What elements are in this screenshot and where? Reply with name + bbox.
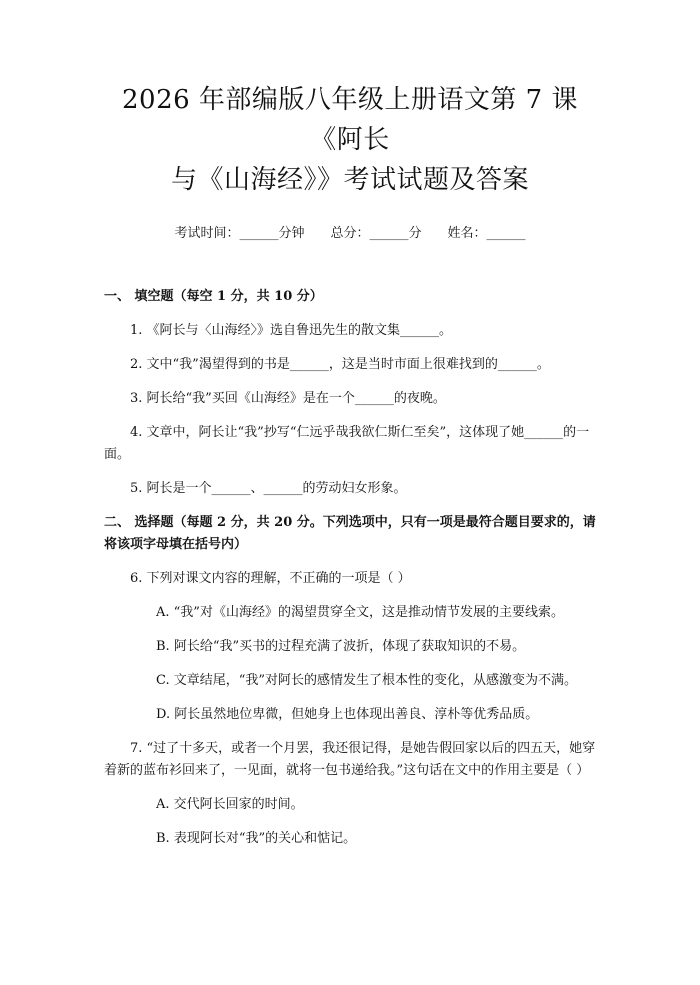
question-7: 7. “过了十多天，或者一个月罢，我还很记得，是她告假回家以后的四五天，她穿着新的蓝布衫回来了，一见面，就将一包书递给我。”这句话在文中的作用主要是（ ） — [104, 741, 596, 778]
exam-name: 姓名：______ — [447, 226, 526, 241]
question-4: 4. 文章中，阿长让“我”抄写“仁远乎哉我欲仁斯仁至矣”，这体现了她______的一面。 — [104, 425, 590, 462]
question-6-option-d: D. 阿长虽然地位卑微，但她身上也体现出善良、淳朴等优秀品质。 — [156, 707, 539, 722]
title-line-1: 2026 年部编版八年级上册语文第 7 课《阿长 — [121, 85, 578, 155]
section-heading-multiple-choice: 二、 选择题（每题 2 分，共 20 分。下列选项中，只有一项是最符合题目要求的，请将该项字母填在括号内） — [104, 515, 596, 552]
exam-score: 总分：______分 — [330, 226, 422, 241]
document-title — [104, 80, 596, 200]
question-2: 2. 文中“我”渴望得到的书是______，这是当时市面上很难找到的______。 — [130, 357, 550, 372]
question-7-option-a: A. 交代阿长回家的时间。 — [156, 797, 304, 812]
exam-time: 考试时间：______分钟 — [174, 226, 305, 241]
question-6-option-b: B. 阿长给“我”买书的过程充满了波折，体现了获取知识的不易。 — [156, 639, 526, 654]
question-6-option-c: C. 文章结尾，“我”对阿长的感情发生了根本性的变化，从感激变为不满。 — [156, 673, 578, 688]
question-1: 1. 《阿长与〈山海经〉》选自鲁迅先生的散文集______。 — [130, 323, 453, 338]
exam-info — [104, 224, 596, 244]
title-line-2: 与《山海经》》考试试题及答案 — [170, 165, 529, 195]
section-heading-fill-blank: 一、 填空题（每空 1 分，共 10 分） — [104, 289, 323, 304]
question-6-option-a: A. “我”对《山海经》的渴望贯穿全文，这是推动情节发展的主要线索。 — [156, 605, 564, 620]
question-5: 5. 阿长是一个______、______的劳动妇女形象。 — [130, 481, 407, 496]
exam-page — [0, 80, 700, 985]
question-3: 3. 阿长给“我”买回《山海经》是在一个______的夜晚。 — [130, 391, 446, 406]
question-6: 6. 下列对课文内容的理解，不正确的一项是（ ） — [130, 571, 411, 586]
question-7-option-b: B. 表现阿长对“我”的关心和惦记。 — [156, 831, 357, 846]
